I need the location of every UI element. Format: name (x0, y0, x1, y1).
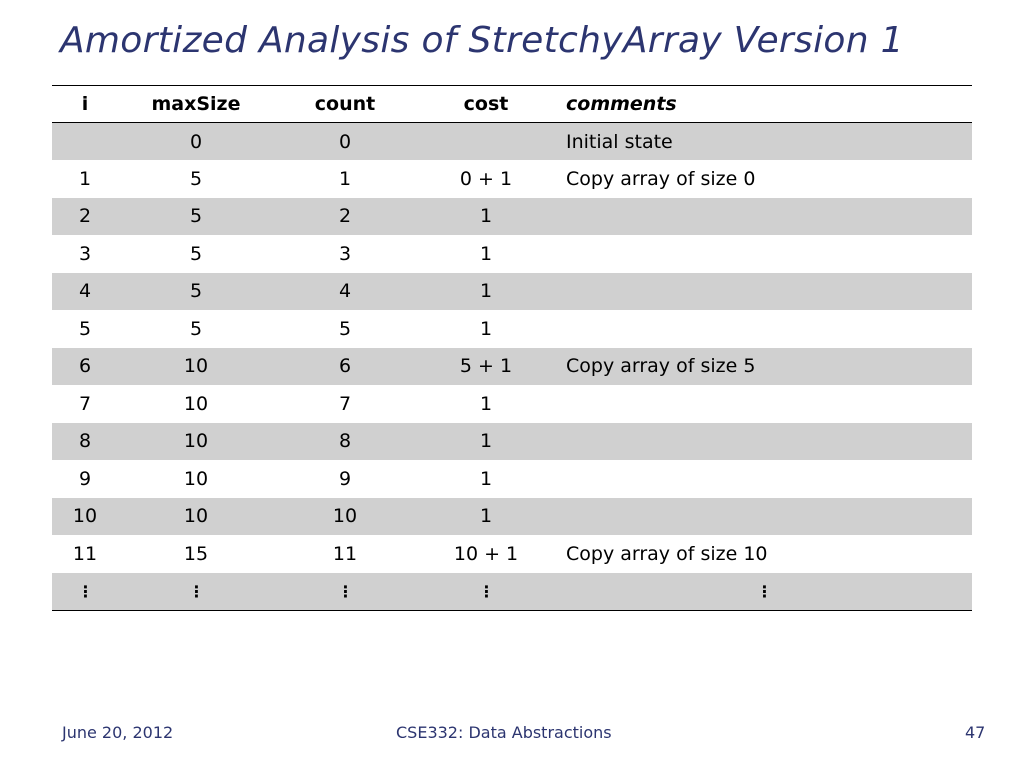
header-comments: comments (566, 93, 677, 115)
cell-cost (416, 123, 556, 161)
cell-maxsize: 5 (189, 280, 203, 303)
cell-comments: Copy array of size 5 (566, 355, 756, 378)
cell-comments (556, 310, 972, 348)
cell-comments (556, 235, 972, 273)
cell-maxsize: 15 (183, 542, 209, 565)
cell-i: 3 (78, 242, 92, 265)
ellipsis-cell: ⋮ (756, 581, 772, 601)
cell-comments (556, 198, 972, 236)
cell-i: 5 (78, 317, 92, 340)
table-body (52, 123, 972, 611)
footer-course: CSE332: Data Abstractions (396, 723, 612, 742)
cell-cost: 1 (479, 317, 493, 340)
table-row (52, 348, 972, 386)
footer-page-number: 47 (965, 723, 986, 742)
table-row (52, 460, 972, 498)
cell-i: 10 (72, 505, 98, 528)
cell-maxsize: 5 (189, 205, 203, 228)
cell-i: 8 (78, 430, 92, 453)
ellipsis-cell: ⋮ (337, 581, 353, 601)
cell-cost: 1 (479, 430, 493, 453)
cell-cost: 10 + 1 (453, 542, 519, 565)
cell-i: 9 (78, 467, 92, 490)
cell-count: 10 (332, 505, 358, 528)
cell-cost: 1 (479, 280, 493, 303)
cell-count: 8 (338, 430, 352, 453)
cell-comments (556, 385, 972, 423)
cell-count: 7 (338, 392, 352, 415)
cell-maxsize: 10 (183, 430, 209, 453)
cell-comments (556, 423, 972, 461)
cell-maxsize: 10 (183, 505, 209, 528)
table-row (52, 498, 972, 536)
cell-cost: 1 (479, 505, 493, 528)
header-cost: cost (463, 93, 509, 115)
cell-count: 4 (338, 280, 352, 303)
cell-i: 1 (78, 167, 92, 190)
ellipsis-cell: ⋮ (188, 581, 204, 601)
cell-count: 5 (338, 317, 352, 340)
table-row (52, 198, 972, 236)
cell-maxsize: 0 (189, 130, 203, 153)
cost-table-container (52, 85, 972, 611)
cell-maxsize: 10 (183, 355, 209, 378)
cell-i: 11 (72, 542, 98, 565)
amortized-cost-table (52, 85, 972, 611)
cell-comments (556, 460, 972, 498)
cell-comments (556, 273, 972, 311)
cell-i: 4 (78, 280, 92, 303)
cell-i: 6 (78, 355, 92, 378)
header-i: i (81, 93, 89, 115)
ellipsis-cell: ⋮ (478, 581, 494, 601)
cell-count: 9 (338, 467, 352, 490)
cell-maxsize: 5 (189, 242, 203, 265)
table-header (52, 86, 972, 123)
table-row (52, 310, 972, 348)
cell-count: 11 (332, 542, 358, 565)
header-count: count (314, 93, 376, 115)
cell-cost: 1 (479, 467, 493, 490)
cell-cost: 1 (479, 205, 493, 228)
table-row (52, 123, 972, 161)
cell-count: 3 (338, 242, 352, 265)
cell-maxsize: 5 (189, 317, 203, 340)
cell-i (52, 123, 118, 161)
slide-title: Amortized Analysis of StretchyArray Version 1 (60, 20, 904, 61)
footer-date: June 20, 2012 (62, 723, 174, 742)
cell-maxsize: 10 (183, 467, 209, 490)
cell-i: 7 (78, 392, 92, 415)
table-row (52, 535, 972, 573)
header-maxsize: maxSize (151, 93, 241, 115)
cell-comments: Initial state (566, 130, 673, 153)
table-row (52, 160, 972, 198)
table-row (52, 235, 972, 273)
cell-comments: Copy array of size 10 (566, 542, 768, 565)
cell-comments: Copy array of size 0 (566, 167, 756, 190)
ellipsis-cell: ⋮ (77, 581, 93, 601)
cell-cost: 1 (479, 392, 493, 415)
table-row (52, 423, 972, 461)
cell-cost: 0 + 1 (459, 167, 513, 190)
cell-count: 0 (338, 130, 352, 153)
table-row (52, 573, 972, 611)
cell-i: 2 (78, 205, 92, 228)
table-row (52, 385, 972, 423)
cell-comments (556, 498, 972, 536)
cell-count: 2 (338, 205, 352, 228)
table-row (52, 273, 972, 311)
cell-maxsize: 10 (183, 392, 209, 415)
cell-cost: 1 (479, 242, 493, 265)
cell-count: 6 (338, 355, 352, 378)
header-row (52, 86, 972, 123)
cell-maxsize: 5 (189, 167, 203, 190)
cell-cost: 5 + 1 (459, 355, 513, 378)
cell-count: 1 (338, 167, 352, 190)
